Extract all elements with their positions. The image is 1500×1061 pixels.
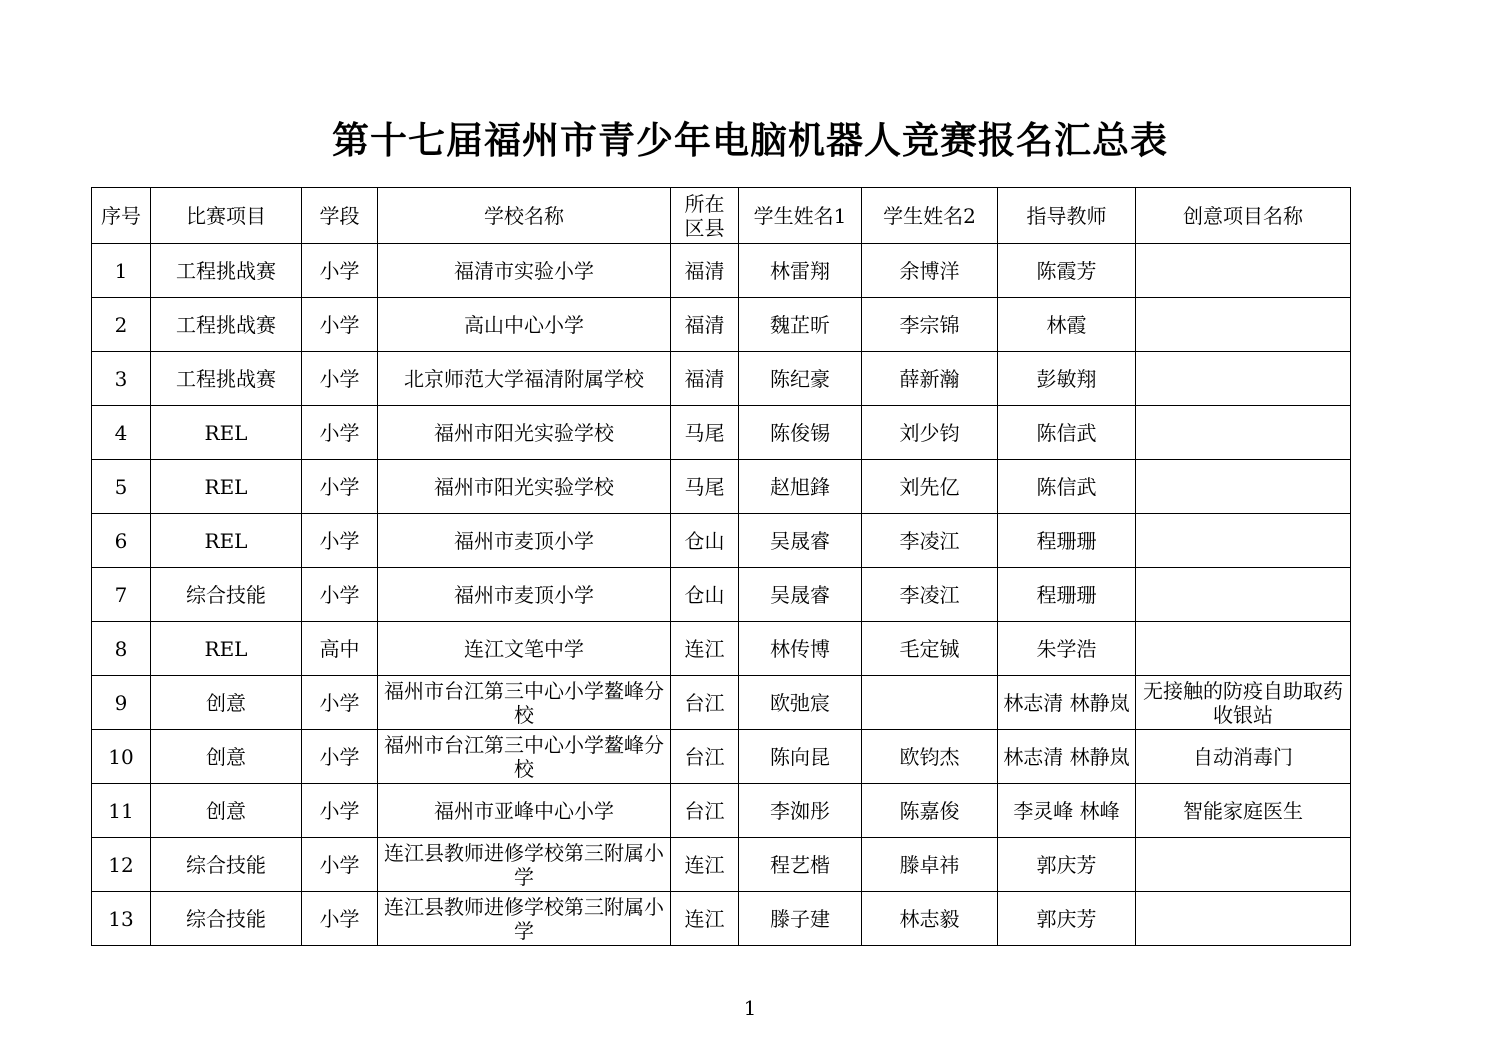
table-row	[92, 460, 1351, 514]
cell-student2: 陈嘉俊	[862, 784, 998, 838]
cell-student1: 陈向昆	[739, 730, 862, 784]
cell-project	[1136, 298, 1351, 352]
cell-student2: 李凌江	[862, 514, 998, 568]
cell-index: 1	[92, 244, 151, 298]
cell-district: 连江	[671, 622, 739, 676]
table-row	[92, 298, 1351, 352]
table-row	[92, 622, 1351, 676]
table-row	[92, 514, 1351, 568]
table-row	[92, 244, 1351, 298]
cell-student1: 滕子建	[739, 892, 862, 946]
cell-student2: 林志毅	[862, 892, 998, 946]
cell-event: 创意	[151, 676, 302, 730]
cell-project	[1136, 244, 1351, 298]
cell-event: 创意	[151, 784, 302, 838]
cell-teacher: 郭庆芳	[998, 892, 1136, 946]
cell-student2: 薛新瀚	[862, 352, 998, 406]
cell-teacher: 朱学浩	[998, 622, 1136, 676]
cell-school: 福清市实验小学	[378, 244, 671, 298]
cell-event: 工程挑战赛	[151, 244, 302, 298]
cell-index: 8	[92, 622, 151, 676]
cell-level: 小学	[302, 406, 378, 460]
cell-student2: 李凌江	[862, 568, 998, 622]
cell-district: 马尾	[671, 460, 739, 514]
cell-project	[1136, 568, 1351, 622]
table-row	[92, 352, 1351, 406]
table-row	[92, 406, 1351, 460]
cell-teacher: 陈信武	[998, 406, 1136, 460]
cell-teacher: 陈信武	[998, 460, 1136, 514]
cell-district: 福清	[671, 352, 739, 406]
cell-index: 5	[92, 460, 151, 514]
cell-level: 小学	[302, 244, 378, 298]
cell-index: 13	[92, 892, 151, 946]
cell-event: 创意	[151, 730, 302, 784]
cell-district: 仓山	[671, 568, 739, 622]
cell-level: 小学	[302, 676, 378, 730]
cell-district: 台江	[671, 784, 739, 838]
cell-teacher: 李灵峰 林峰	[998, 784, 1136, 838]
cell-school: 福州市阳光实验学校	[378, 460, 671, 514]
registration-table	[91, 187, 1351, 946]
cell-district: 台江	[671, 730, 739, 784]
cell-district: 连江	[671, 838, 739, 892]
cell-school: 福州市亚峰中心小学	[378, 784, 671, 838]
cell-index: 6	[92, 514, 151, 568]
header-teacher: 指导教师	[998, 188, 1136, 244]
cell-student1: 吴晟睿	[739, 514, 862, 568]
cell-level: 小学	[302, 298, 378, 352]
table-row	[92, 784, 1351, 838]
cell-project	[1136, 406, 1351, 460]
header-index: 序号	[92, 188, 151, 244]
cell-event: REL	[151, 622, 302, 676]
cell-teacher: 程珊珊	[998, 514, 1136, 568]
cell-district: 福清	[671, 244, 739, 298]
cell-project: 智能家庭医生	[1136, 784, 1351, 838]
page-number: 1	[743, 996, 757, 1020]
cell-school: 福州市台江第三中心小学鳌峰分校	[378, 676, 671, 730]
cell-teacher: 陈霞芳	[998, 244, 1136, 298]
header-event: 比赛项目	[151, 188, 302, 244]
cell-student1: 赵旭鋒	[739, 460, 862, 514]
cell-school: 福州市麦顶小学	[378, 514, 671, 568]
cell-student2: 余博洋	[862, 244, 998, 298]
cell-index: 2	[92, 298, 151, 352]
cell-teacher: 郭庆芳	[998, 838, 1136, 892]
cell-district: 连江	[671, 892, 739, 946]
cell-event: REL	[151, 406, 302, 460]
cell-student2: 毛定铖	[862, 622, 998, 676]
table-row	[92, 892, 1351, 946]
cell-school: 北京师范大学福清附属学校	[378, 352, 671, 406]
cell-teacher: 林志清 林静岚	[998, 676, 1136, 730]
cell-project	[1136, 514, 1351, 568]
cell-project: 无接触的防疫自助取药收银站	[1136, 676, 1351, 730]
cell-level: 小学	[302, 784, 378, 838]
cell-event: 综合技能	[151, 568, 302, 622]
cell-school: 连江县教师进修学校第三附属小学	[378, 838, 671, 892]
cell-event: REL	[151, 514, 302, 568]
cell-student1: 林雷翔	[739, 244, 862, 298]
cell-school: 高山中心小学	[378, 298, 671, 352]
table-row	[92, 730, 1351, 784]
cell-student1: 李洳彤	[739, 784, 862, 838]
cell-student1: 吴晟睿	[739, 568, 862, 622]
cell-student1: 陈俊锡	[739, 406, 862, 460]
cell-event: 工程挑战赛	[151, 352, 302, 406]
cell-project	[1136, 838, 1351, 892]
cell-index: 10	[92, 730, 151, 784]
cell-level: 小学	[302, 460, 378, 514]
cell-index: 11	[92, 784, 151, 838]
cell-level: 高中	[302, 622, 378, 676]
cell-project	[1136, 622, 1351, 676]
cell-student1: 魏芷昕	[739, 298, 862, 352]
cell-level: 小学	[302, 352, 378, 406]
cell-district: 台江	[671, 676, 739, 730]
cell-student2: 刘先亿	[862, 460, 998, 514]
cell-student2	[862, 676, 998, 730]
cell-index: 9	[92, 676, 151, 730]
header-student1: 学生姓名1	[739, 188, 862, 244]
cell-school: 福州市阳光实验学校	[378, 406, 671, 460]
cell-student2: 李宗锦	[862, 298, 998, 352]
cell-project	[1136, 352, 1351, 406]
header-student2: 学生姓名2	[862, 188, 998, 244]
cell-index: 12	[92, 838, 151, 892]
cell-event: 综合技能	[151, 838, 302, 892]
cell-school: 福州市台江第三中心小学鳌峰分校	[378, 730, 671, 784]
table-row	[92, 568, 1351, 622]
cell-student1: 林传博	[739, 622, 862, 676]
cell-teacher: 程珊珊	[998, 568, 1136, 622]
cell-district: 仓山	[671, 514, 739, 568]
page-title: 第十七届福州市青少年电脑机器人竞赛报名汇总表	[332, 118, 1168, 162]
cell-level: 小学	[302, 838, 378, 892]
cell-teacher: 林霞	[998, 298, 1136, 352]
cell-student1: 欧弛宸	[739, 676, 862, 730]
cell-level: 小学	[302, 730, 378, 784]
cell-event: 工程挑战赛	[151, 298, 302, 352]
cell-event: 综合技能	[151, 892, 302, 946]
cell-index: 4	[92, 406, 151, 460]
cell-event: REL	[151, 460, 302, 514]
cell-student1: 陈纪豪	[739, 352, 862, 406]
header-school: 学校名称	[378, 188, 671, 244]
cell-district: 马尾	[671, 406, 739, 460]
cell-level: 小学	[302, 892, 378, 946]
cell-school: 连江文笔中学	[378, 622, 671, 676]
cell-level: 小学	[302, 514, 378, 568]
cell-index: 3	[92, 352, 151, 406]
cell-project: 自动消毒门	[1136, 730, 1351, 784]
cell-student2: 刘少钧	[862, 406, 998, 460]
cell-level: 小学	[302, 568, 378, 622]
cell-teacher: 林志清 林静岚	[998, 730, 1136, 784]
table-row	[92, 838, 1351, 892]
table-row	[92, 676, 1351, 730]
header-level: 学段	[302, 188, 378, 244]
cell-student2: 欧钧杰	[862, 730, 998, 784]
cell-student2: 滕卓祎	[862, 838, 998, 892]
cell-district: 福清	[671, 298, 739, 352]
cell-index: 7	[92, 568, 151, 622]
table-header-row	[92, 188, 1351, 244]
cell-school: 连江县教师进修学校第三附属小学	[378, 892, 671, 946]
header-district: 所在区县	[671, 188, 739, 244]
cell-project	[1136, 892, 1351, 946]
cell-project	[1136, 460, 1351, 514]
cell-school: 福州市麦顶小学	[378, 568, 671, 622]
cell-student1: 程艺楷	[739, 838, 862, 892]
header-project: 创意项目名称	[1136, 188, 1351, 244]
cell-teacher: 彭敏翔	[998, 352, 1136, 406]
